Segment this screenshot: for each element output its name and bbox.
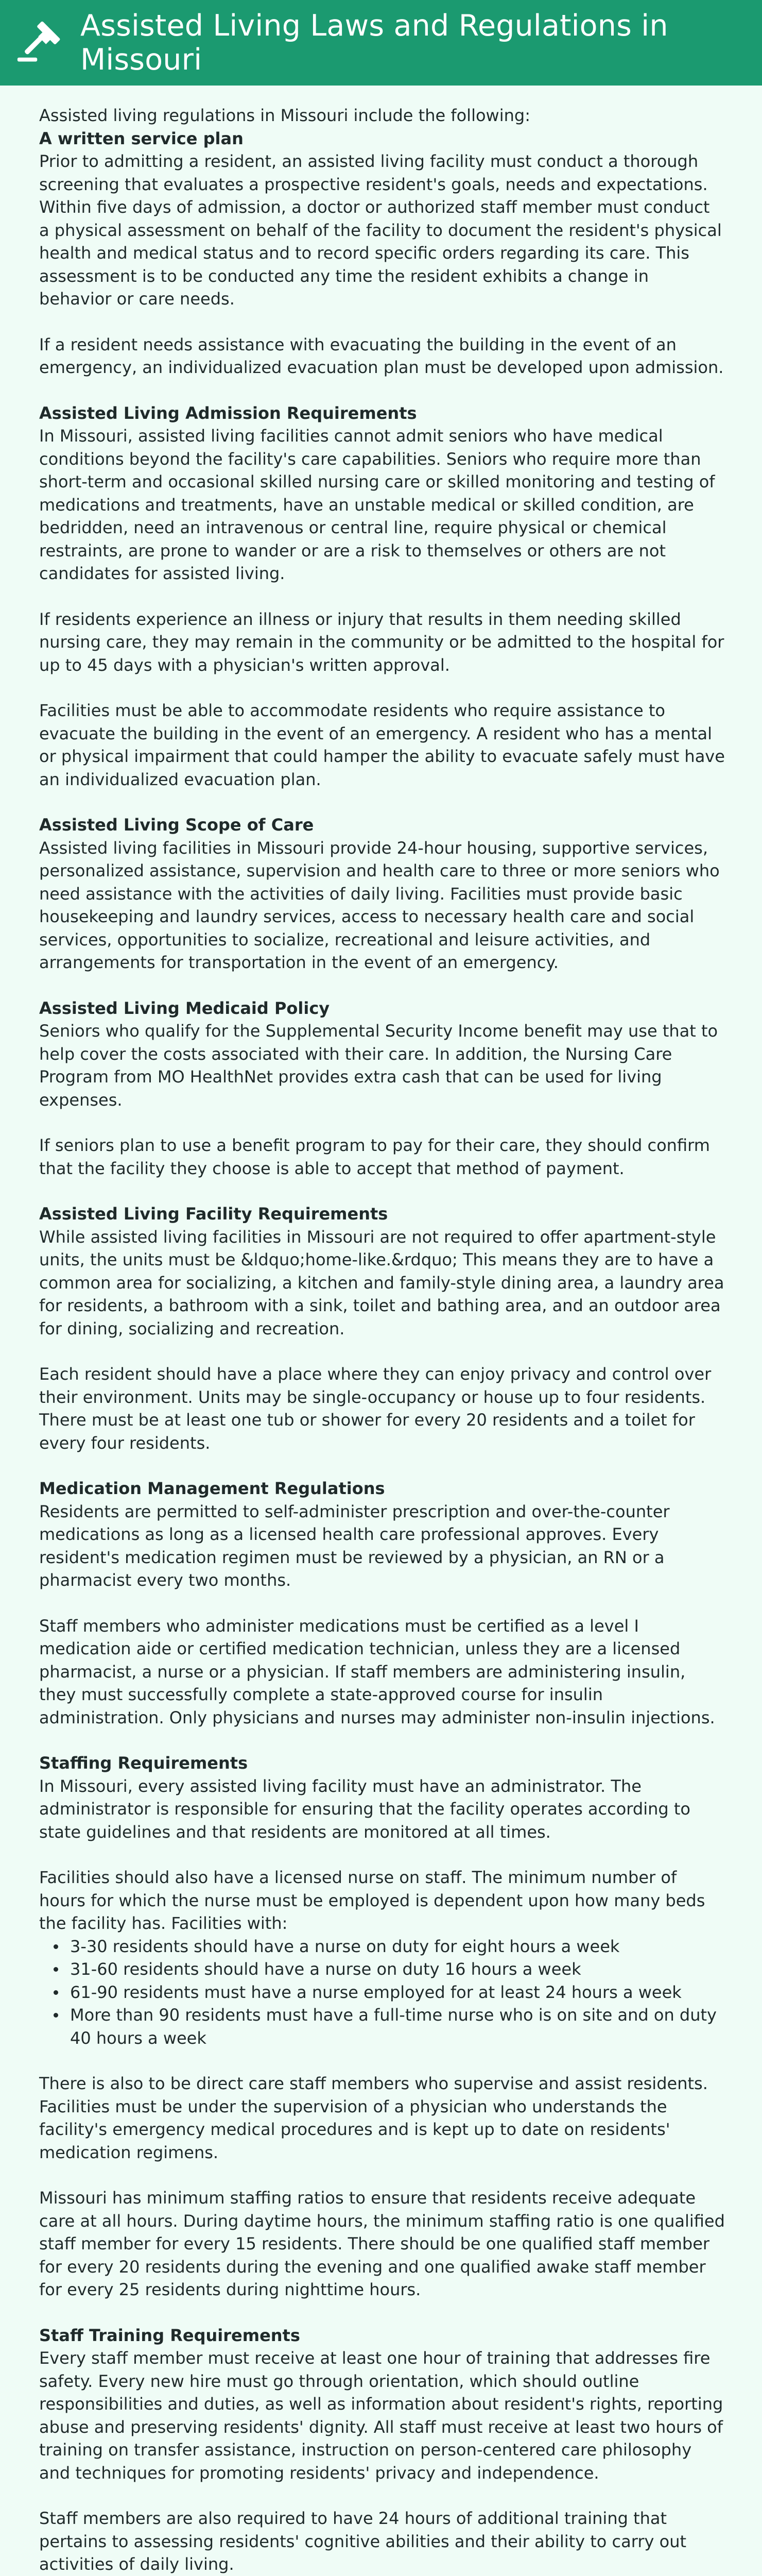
paragraph: If residents experience an illness or injury that results in them needing skilled nursing care, they may remain in the community or be admitted to the hospital for up to 45 days with a physician's written approval. [39, 609, 724, 675]
list-item: 61-90 residents must have a nurse employed for at least 24 hours a week [70, 1981, 725, 2004]
intro-text: Assisted living regulations in Missouri include the following: [39, 106, 530, 125]
section-training [39, 2324, 725, 2576]
paragraph: Facilities must be able to accommodate residents who require assistance to evacuate the building in the event of an emergency. A resident who has a mental or physical impairment that could hamper the ability to evacuate safely must have an individualized evacuation plan. [39, 701, 725, 789]
gavel-icon [15, 17, 65, 69]
list-item: 3-30 residents should have a nurse on duty for eight hours a week [70, 1935, 725, 1958]
paragraph: In Missouri, assisted living facilities cannot admit seniors who have medical conditions beyond the facility's care capabilities. Seniors who require more than short-term and occasional skilled nursing care or skilled monitoring and testing of medications and treatments, have an unstable medical or skilled condition, are bedridden, need an intravenous or central line, require physical or chemical restraints, are prone to wander or are a risk to themselves or others are not candidates for assisted living. [39, 426, 715, 583]
section-heading: Staffing Requirements [39, 1753, 248, 1773]
spacer [39, 2049, 725, 2072]
section-admission [39, 402, 725, 791]
paragraph: Assisted living facilities in Missouri provide 24-hour housing, supportive services, personalized assistance, supervision and health care to three or more seniors who need assistance with the activities of daily living. Facilities must provide basic housekeeping and laundry services, access to necessary health care and social services, opportunities to socialize, recreational and leisure activities, and arrangements for transportation in the event of an emergency. [39, 838, 720, 972]
paragraph: Staff members are also required to have 24 hours of additional training that pertains to assessing residents' cognitive abilities and their ability to carry out activities of daily living. [39, 2509, 687, 2574]
page-title: Assisted Living Laws and Regulations in Missouri [80, 9, 668, 77]
list-item: 31-60 residents should have a nurse on duty 16 hours a week [70, 1958, 725, 1981]
section-medicaid [39, 997, 725, 1180]
paragraph: While assisted living facilities in Missouri are not required to offer apartment-style units, the units must be &ldquo;home-like.&rdquo; This means they are to have a common area for socializing, a kitchen and family-style dining area, a laundry area for residents, a bathroom with a sink, toilet and bathing area, and an outdoor area for dining, socializing and recreation. [39, 1227, 724, 1338]
paragraph: There is also to be direct care staff members who supervise and assist residents. Facilities must be under the supervision of a physician who understands the facility's emergency medical procedures and is kept up to date on residents' medication regimens. [39, 2074, 708, 2162]
section-heading: Assisted Living Medicaid Policy [39, 998, 330, 1018]
paragraph: Residents are permitted to self-administer prescription and over-the-counter medications as long as a licensed health care professional approves. Every resident's medication regimen must be reviewed by a physician, an RN or a pharmacist every two months. [39, 1501, 670, 1590]
section-heading: Assisted Living Admission Requirements [39, 403, 417, 423]
paragraph: Each resident should have a place where they can enjoy privacy and control over their environment. Units may be single-occupancy or house up to four residents. There must be at least one tub or shower for every 20 residents and a toilet for every four residents. [39, 1364, 712, 1453]
section-staffing [39, 1752, 725, 2301]
header-banner [0, 0, 762, 86]
section-facility [39, 1202, 725, 1454]
paragraph: Prior to admitting a resident, an assisted living facility must conduct a thorough screening that evaluates a prospective resident's goals, needs and expectations. Within five days of admission, a doctor or authorized staff member must conduct a physical assessment on behalf of the facility to document the resident's physical health and medical status and to record specific orders regarding its care. This assessment is to be conducted any time the resident exhibits a change in behavior or care needs. [39, 151, 722, 309]
paragraph: Every staff member must receive at least one hour of training that addresses fire safety. Every new hire must go through orientation, which should outline responsibilities and duties, as well as information about resident's rights, reporting abuse and preserving residents' dignity. All staff must receive at least two hours of training on transfer assistance, instruction on person-centered care philosophy and techniques for promoting residents' privacy and independence. [39, 2348, 723, 2483]
section-heading: Medication Management Regulations [39, 1479, 385, 1498]
nurse-hours-list [39, 1935, 725, 2050]
list-item: More than 90 residents must have a full-time nurse who is on site and on duty 40 hours a week [70, 2004, 725, 2049]
section-heading: Staff Training Requirements [39, 2325, 300, 2345]
section-heading: Assisted Living Facility Requirements [39, 1204, 388, 1224]
article-body [0, 86, 762, 2576]
section-heading: Assisted Living Scope of Care [39, 815, 314, 835]
section-heading: A written service plan [39, 128, 244, 148]
paragraph: Missouri has minimum staffing ratios to ensure that residents receive adequate care at all hours. During daytime hours, the minimum staffing ratio is one qualified staff member for every 15 residents. There should be one qualified staff member for every 20 residents during the evening and one qualified awake staff member for every 25 residents during nighttime hours. [39, 2188, 725, 2299]
paragraph: In Missouri, every assisted living facility must have an administrator. The administrator is responsible for ensuring that the facility operates according to state guidelines and that residents are monitored at all times. [39, 1776, 690, 1842]
paragraph: If a resident needs assistance with evacuating the building in the event of an emergency, an individualized evacuation plan must be developed upon admission. [39, 334, 724, 377]
section-medication [39, 1477, 725, 1729]
section-scope-of-care [39, 814, 725, 974]
section-service-plan [39, 127, 725, 379]
paragraph: Staff members who administer medications must be certified as a level I medication aide or certified medication technician, unless they are a licensed pharmacist, a nurse or a physician. If staff members are administering insulin, they must successfully complete a state-approved course for insulin administration. Only physicians and nurses may administer non-insulin injections. [39, 1616, 715, 1727]
paragraph: Seniors who qualify for the Supplemental Security Income benefit may use that to help cover the costs associated with their care. In addition, the Nursing Care Program from MO HealthNet provides extra cash that can be used for living expenses. [39, 1021, 718, 1110]
paragraph: If seniors plan to use a benefit program to pay for their care, they should confirm that the facility they choose is able to accept that method of payment. [39, 1136, 710, 1178]
paragraph: Facilities should also have a licensed nurse on staff. The minimum number of hours for which the nurse must be employed is dependent upon how many beds the facility has. Facilities with: [39, 1868, 705, 1933]
